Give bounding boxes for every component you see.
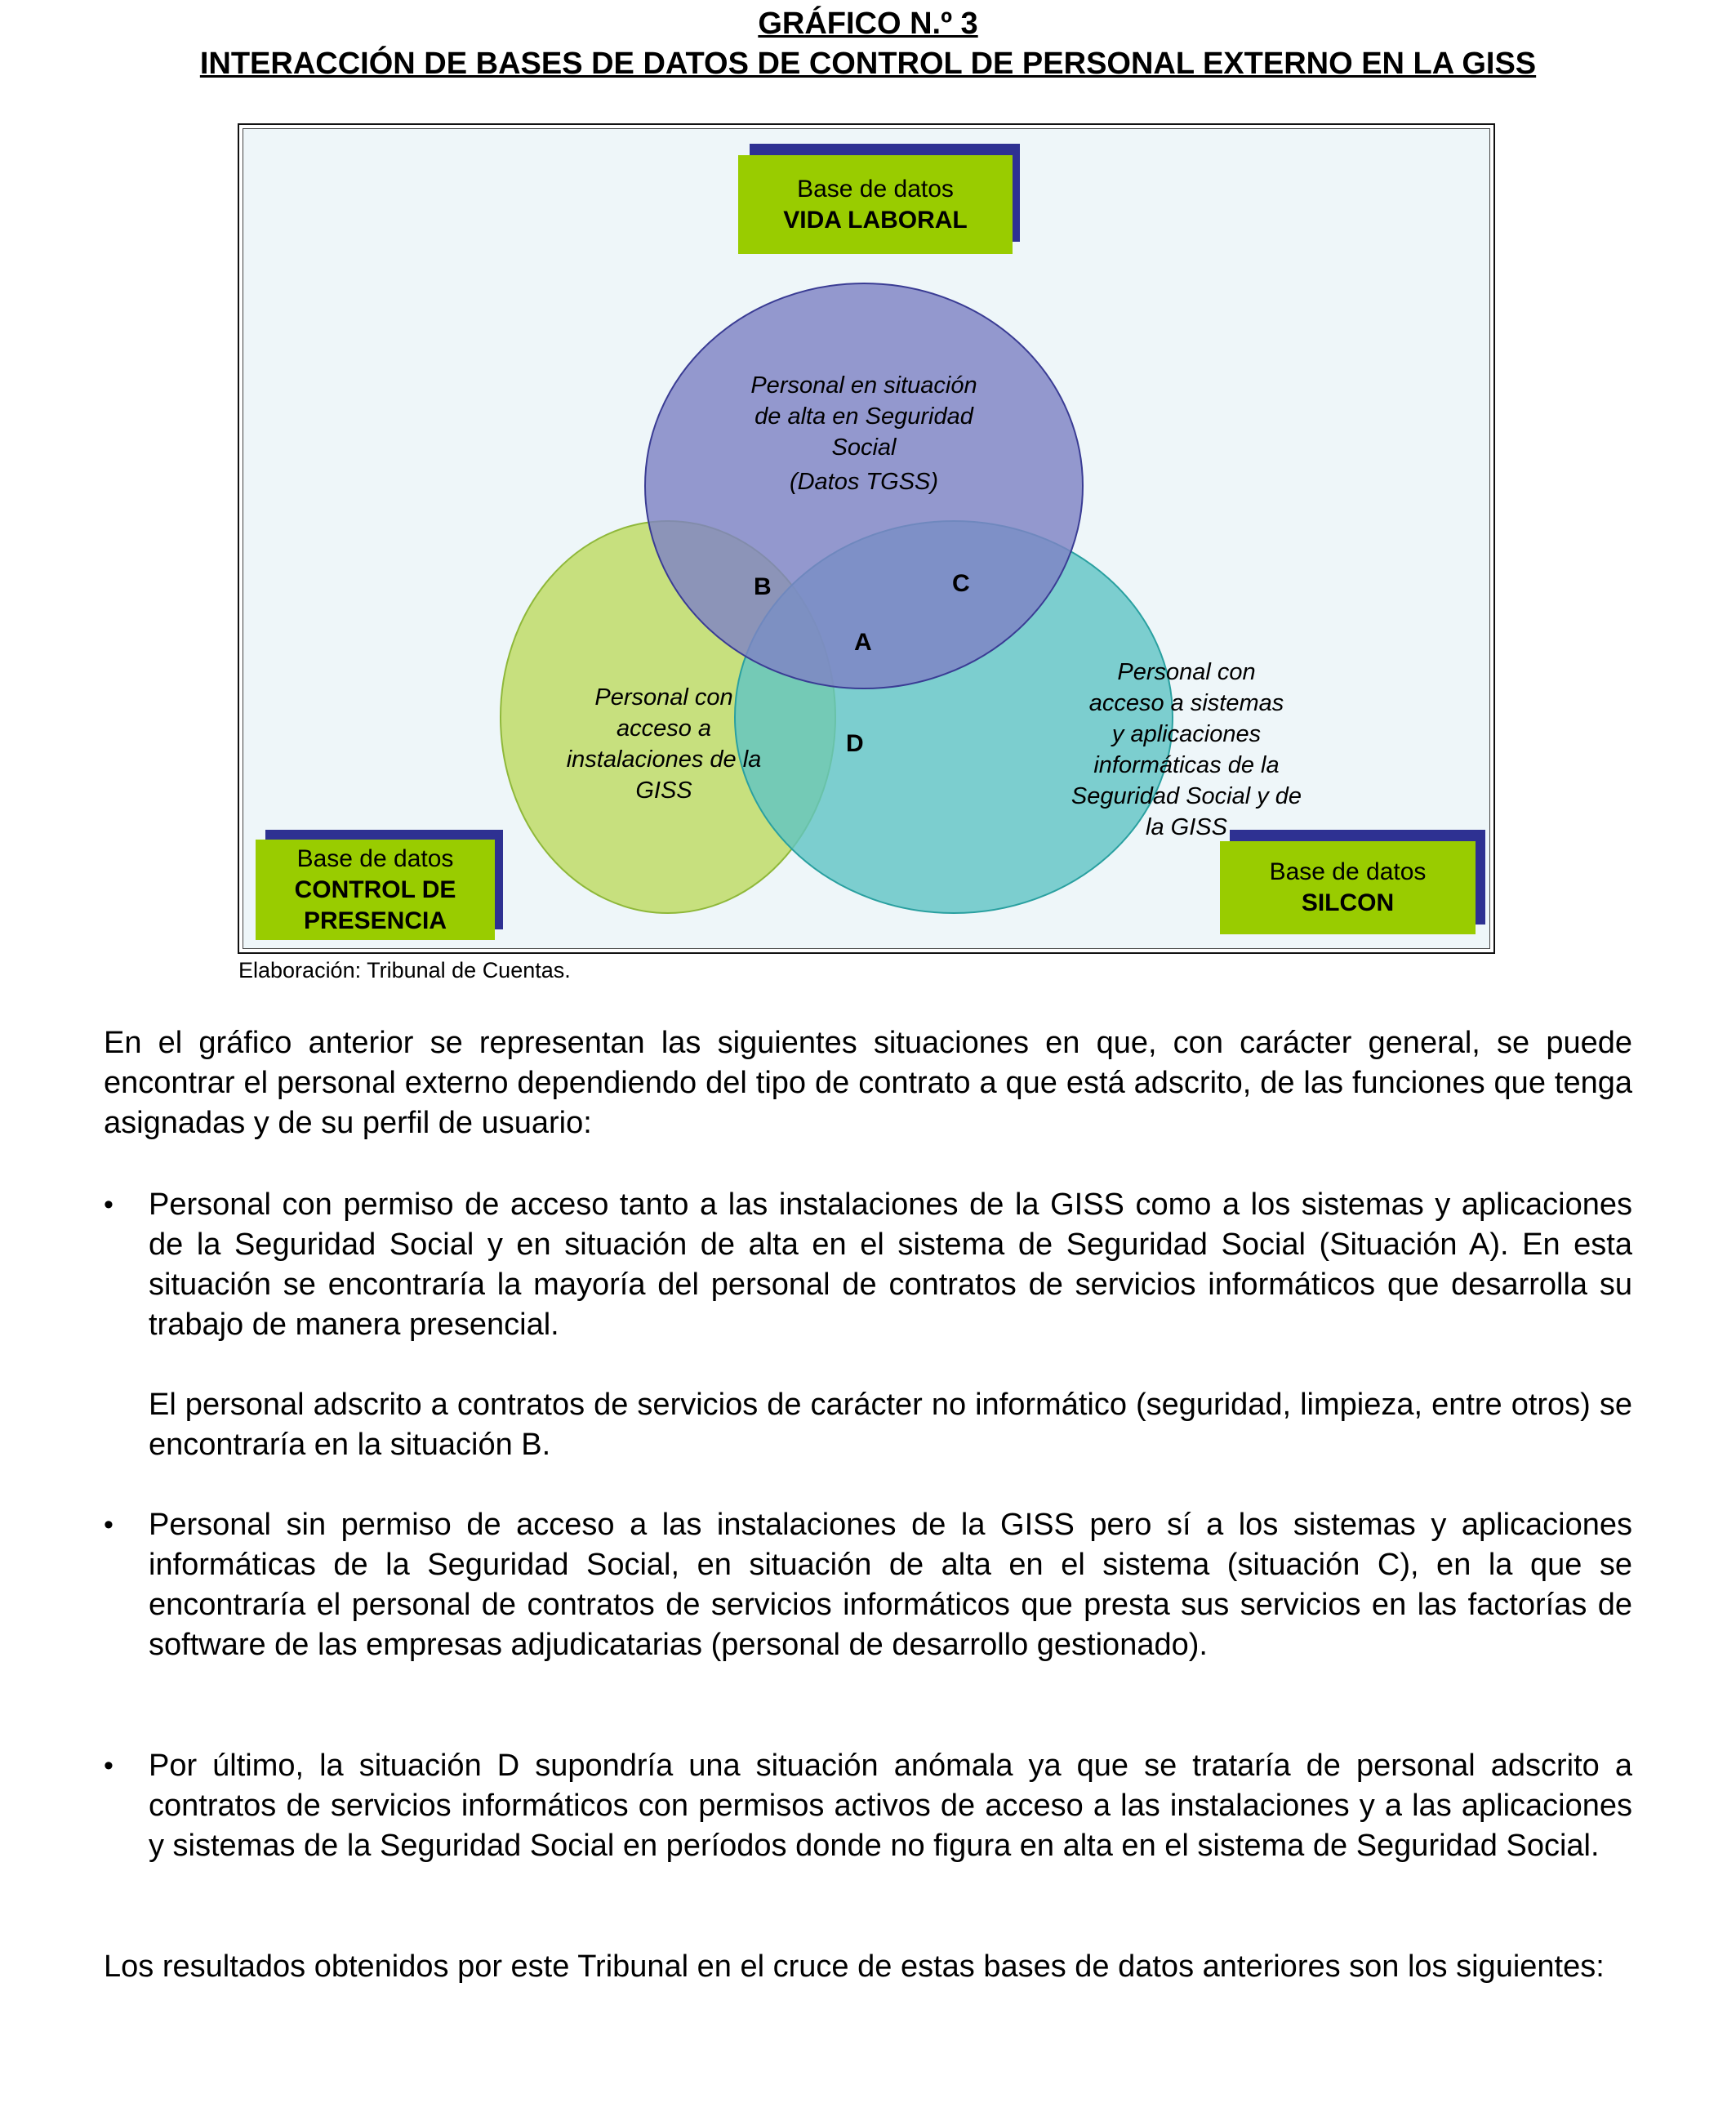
region-letter-d: D [846,730,864,757]
box-control-line1: Base de datos [296,844,454,872]
bullet-1-note: El personal adscrito a contratos de servicios de carácter no informático (seguridad, limpieza, entre otros) se encontraría en la situación B. [149,1388,1632,1462]
figure-title: GRÁFICO N.º 3 [758,7,978,41]
box-vida-laboral-line2: VIDA LABORAL [783,206,968,234]
label-left-line4: GISS [635,777,692,804]
label-top-line3: Social [831,434,897,461]
box-control-presencia [256,830,503,940]
bullet-marker-1: • [104,1189,114,1220]
bullet-2-text: Personal sin permiso de acceso a las instalaciones de la GISS pero sí a los sistemas y aplicaciones informáticas de la Seguridad Social, en situación de alta en el sistema (situación C), en la que se encontraría el personal de contratos de servicios informáticos que presta sus servicios en las factorías de software de las empresas adjudicatarias (personal de desarrollo gestionado). [149,1508,1632,1662]
label-right-circle [1044,657,1329,843]
figure-subtitle: INTERACCIÓN DE BASES DE DATOS DE CONTROL DE PERSONAL EXTERNO EN LA GISS [199,47,1537,81]
box-silcon-line2: SILCON [1301,889,1395,916]
box-silcon [1220,830,1485,934]
diagram-canvas [243,128,1490,949]
label-right-line1: Personal con [1117,659,1256,685]
label-left-line1: Personal con [594,684,733,711]
label-top-line2: de alta en Seguridad [754,403,973,430]
region-letter-c: C [952,570,970,597]
bullet-3-text: Por último, la situación D supondría una situación anómala ya que se trataría de personal adscrito a contratos de servicios informáticos con permisos activos de acceso a las instalaciones y a las aplicaciones y sistemas de la Seguridad Social en períodos donde no figura en alta en el sistema de Seguridad Social. [149,1749,1632,1863]
venn-diagram [238,123,1495,954]
box-silcon-line1: Base de datos [1269,858,1427,885]
label-top-line1: Personal en situación [750,372,977,399]
region-letter-b: B [754,573,772,600]
box-vida-laboral-line1: Base de datos [797,175,954,203]
label-left-circle [541,682,786,806]
bullet-1-text: Personal con permiso de acceso tanto a las instalaciones de la GISS como a los sistemas y aplicaciones de la Seguridad Social y en situación de alta en el sistema de Seguridad Social (Situación A). En esta situación se encontraría la mayoría del personal de contratos de servicios informáticos que desarrolla su trabajo de manera presencial. [149,1187,1632,1342]
bullet-marker-2: • [104,1509,114,1540]
box-control-line3: PRESENCIA [303,907,447,934]
label-top-line4: (Datos TGSS) [789,469,939,495]
label-right-line3: y aplicaciones [1111,721,1262,747]
label-top-circle [701,370,1027,497]
box-vida-laboral [738,144,1020,254]
label-right-line2: acceso a sistemas [1088,690,1284,716]
bullet-marker-3: • [104,1750,114,1781]
region-letter-a: A [854,629,872,656]
closing-paragraph: Los resultados obtenidos por este Tribunal en el cruce de estas bases de datos anteriores son los siguientes: [104,1949,1605,1984]
box-control-line2: CONTROL DE [294,876,456,903]
figure-caption: Elaboración: Tribunal de Cuentas. [238,958,571,982]
label-right-line6: la GISS [1146,814,1227,840]
label-left-line3: instalaciones de la [566,746,762,773]
label-right-line5: Seguridad Social y de [1071,783,1302,809]
label-right-line4: informáticas de la [1093,752,1280,778]
intro-paragraph: En el gráfico anterior se representan las siguientes situaciones en que, con carácter general, se puede encontrar el personal externo dependiendo del tipo de contrato a que está adscrito, de las funciones que tenga asignadas y de su perfil de usuario: [104,1026,1632,1140]
label-left-line2: acceso a [616,715,712,742]
